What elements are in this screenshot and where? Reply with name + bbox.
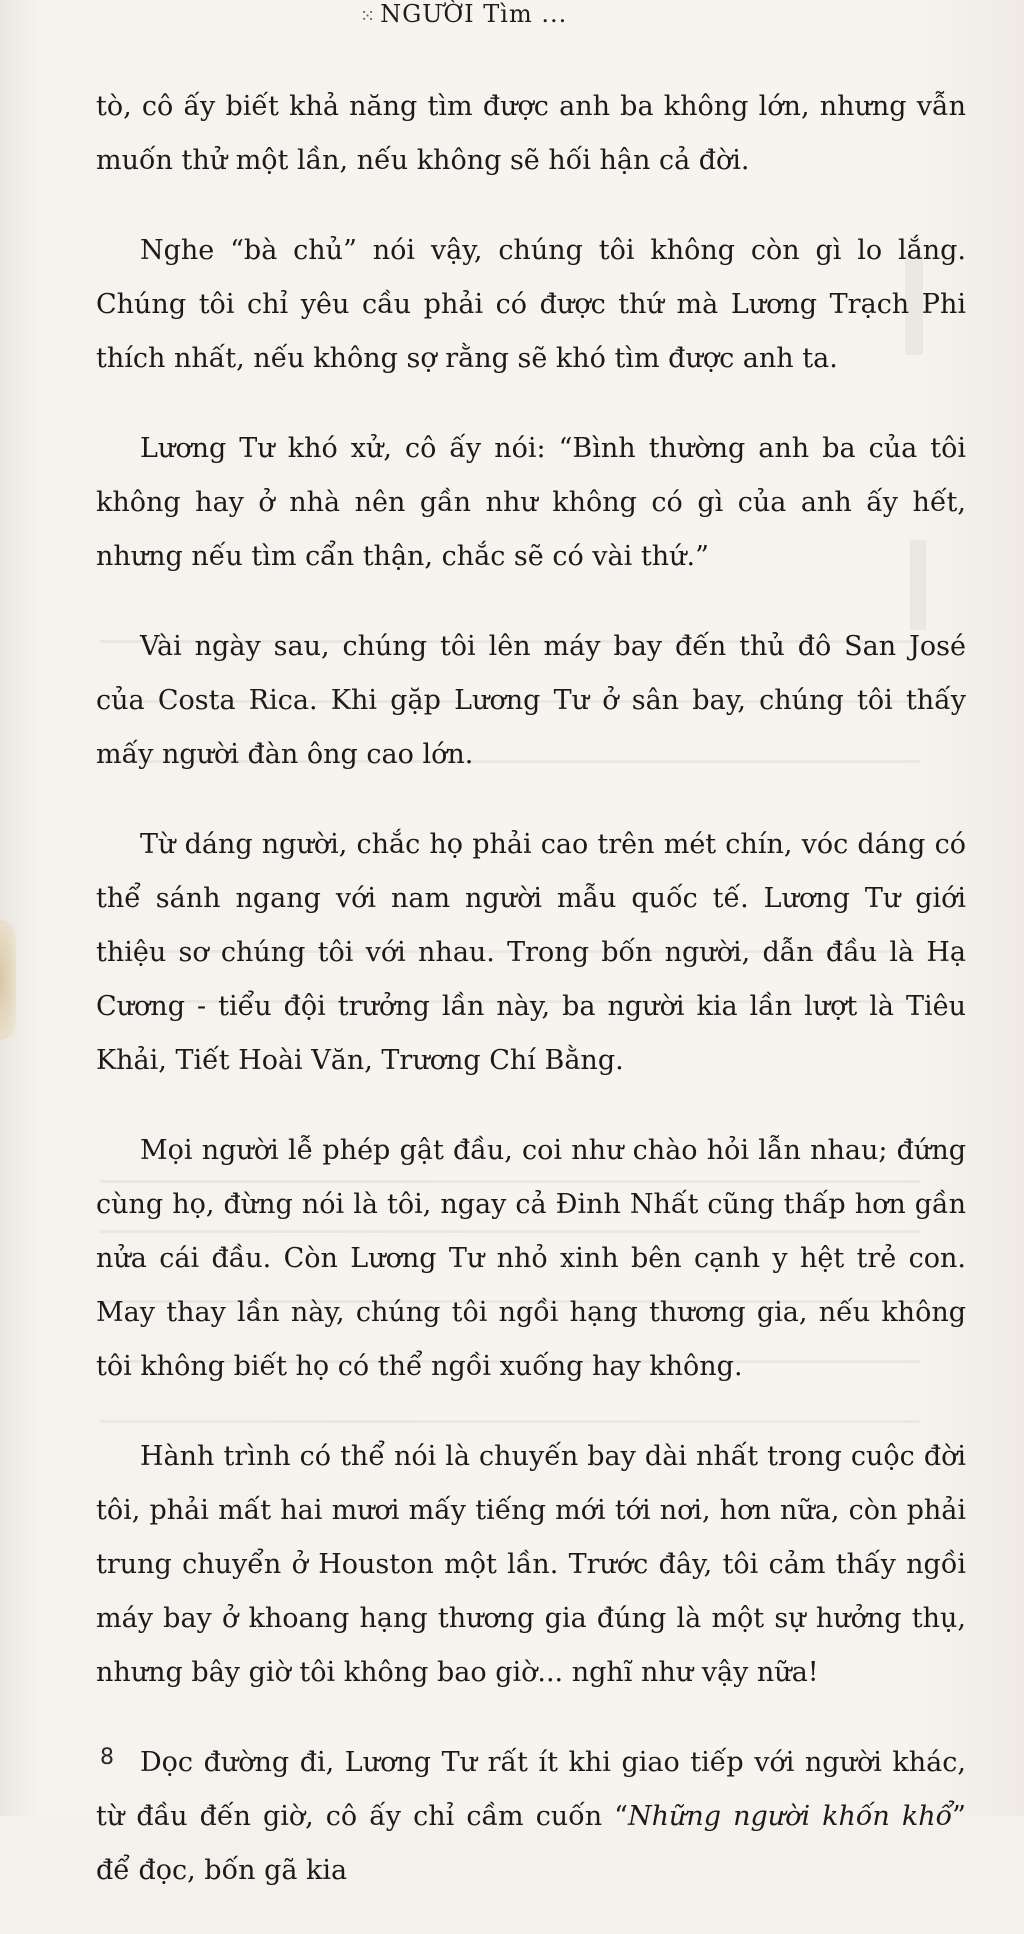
paragraph-6: Mọi người lễ phép gật đầu, coi như chào hỏi lẫn nhau; đứng cùng họ, đừng nói là tôi, ngay cả Đinh Nhất cũng thấp hơn gần nửa cái đầu. Còn Lương Tư nhỏ xinh bên cạnh y hệt trẻ con. May thay lần này, chúng tôi ngồi hạng thương gia, nếu không tôi không biết họ có thể ngồi xuống hay không. xyxy=(96,1135,966,1382)
page-number: 8 xyxy=(100,1745,114,1770)
paragraph-3: Lương Tư khó xử, cô ấy nói: “Bình thường anh ba của tôi không hay ở nhà nên gần như không có gì của anh ấy hết, nhưng nếu tìm cẩn thận, chắc sẽ có vài thứ.” xyxy=(96,433,966,572)
paragraph-4: Vài ngày sau, chúng tôi lên máy bay đến thủ đô San José của Costa Rica. Khi gặp Lương Tư ở sân bay, chúng tôi thấy mấy người đàn ông cao lớn. xyxy=(96,631,966,770)
paragraph-8-text-before: Dọc đường đi, Lương Tư rất ít khi giao tiếp với người khác, từ đầu đến giờ, cô ấy chỉ cầm cuốn “ xyxy=(96,1747,966,1832)
running-header xyxy=(360,0,660,30)
paragraph-7: Hành trình có thể nói là chuyến bay dài nhất trong cuộc đời tôi, phải mất hai mươi mấy tiếng mới tới nơi, hơn nữa, còn phải trung chuyển ở Houston một lần. Trước đây, tôi cảm thấy ngồi máy bay ở khoang hạng thương gia đúng là một sự hưởng thụ, nhưng bây giờ tôi không bao giờ... nghĩ như vậy nữa! xyxy=(96,1441,966,1688)
paragraph-2: Nghe “bà chủ” nói vậy, chúng tôi không còn gì lo lắng. Chúng tôi chỉ yêu cầu phải có được thứ mà Lương Trạch Phi thích nhất, nếu không sợ rằng sẽ khó tìm được anh ta. xyxy=(96,235,966,374)
book-title-italic: Những người khốn khổ xyxy=(627,1801,953,1832)
paragraph-5: Từ dáng người, chắc họ phải cao trên mét chín, vóc dáng có thể sánh ngang với nam người mẫu quốc tế. Lương Tư giới thiệu sơ chúng tôi với nhau. Trong bốn người, dẫn đầu là Hạ Cương - tiểu đội trưởng lần này, ba người kia lần lượt là Tiêu Khải, Tiết Hoài Văn, Trương Chí Bằng. xyxy=(96,829,966,1076)
paragraph-1: tò, cô ấy biết khả năng tìm được anh ba không lớn, nhưng vẫn muốn thử một lần, nếu không sẽ hối hận cả đời. xyxy=(96,91,966,176)
paragraph-8-text-after: ” để đọc, bốn gã kia xyxy=(96,1801,966,1886)
binding-edge xyxy=(0,920,16,1040)
paragraph-8 xyxy=(96,1736,966,1898)
ornament-icon: ⁙ xyxy=(360,6,377,27)
running-header-title: NGƯỜI Tìm ... xyxy=(380,0,568,28)
body-text xyxy=(96,80,966,1934)
